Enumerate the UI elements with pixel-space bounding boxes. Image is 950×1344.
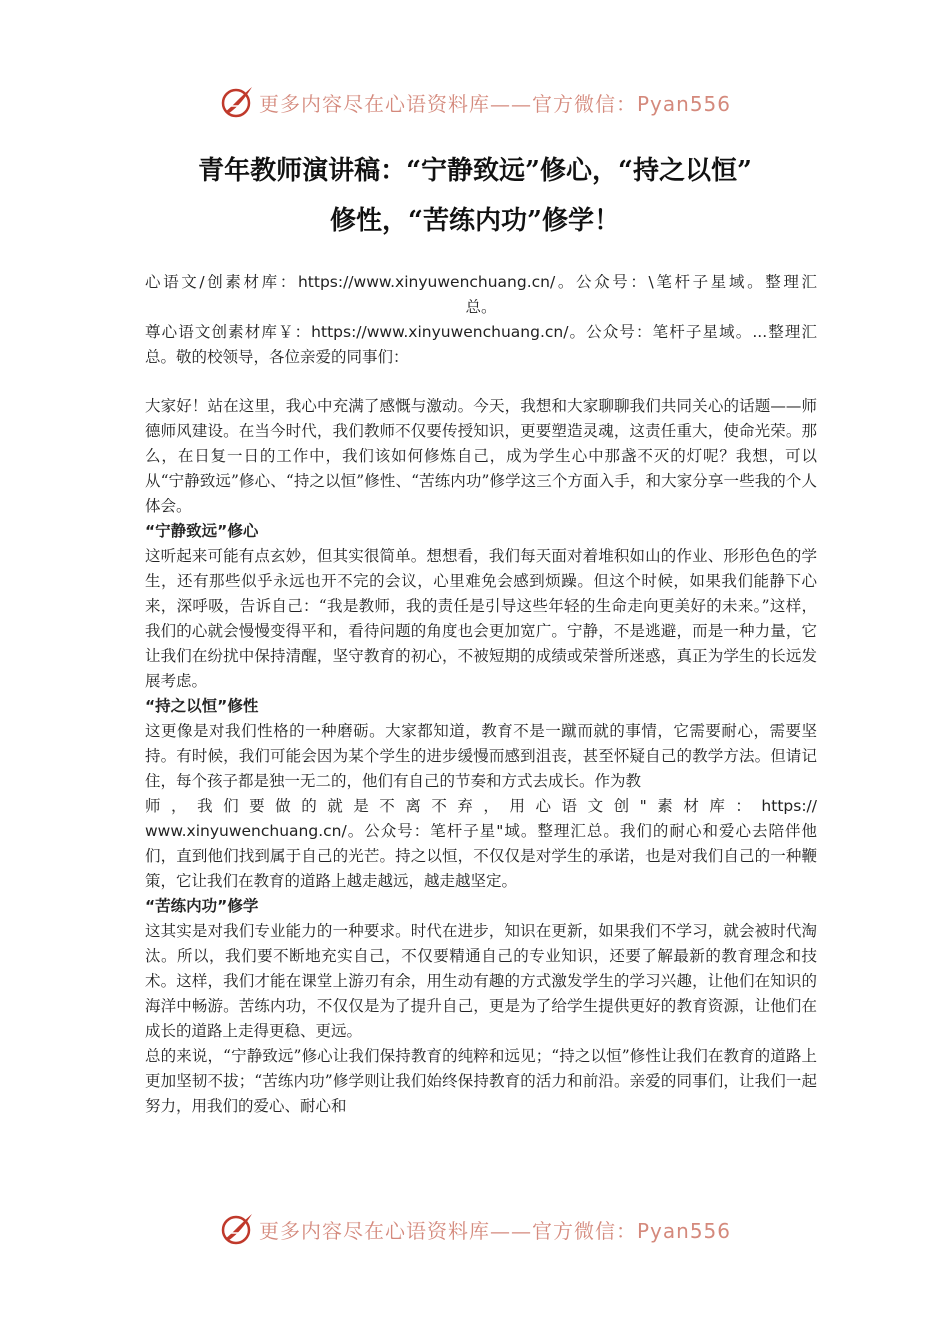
title-line-1: 青年教师演讲稿：“宁静致远”修心，“持之以恒”: [198, 156, 752, 186]
section-heading-2: “持之以恒”修性: [145, 697, 259, 715]
wechat-id: Pyan556: [636, 91, 731, 116]
header-banner: [0, 80, 950, 124]
title-line-2: 修性，“苦练内功”修学！: [330, 206, 620, 236]
quill-logo-icon: [219, 1211, 255, 1247]
conclusion-paragraph: 总的来说，“宁静致远”修心让我们保持教育的纯粹和远见；“持之以恒”修性让我们在教育的道路上更加坚韧不拔；“苦练内功”修学则让我们始终保持教育的活力和前沿。亲爱的同事们，让我们一起努力，用我们的爱心、耐心和: [145, 1047, 817, 1115]
quill-logo-icon: [219, 84, 255, 120]
section-heading-3: “苦练内功”修学: [145, 897, 259, 915]
meta-line-2: 尊心语文创素材库￥：https://www.xinyuwenchuang.cn/。公众号：笔杆子星域。...整理汇总。敬的校领导，各位亲爱的同事们：: [145, 323, 817, 366]
banner-text: 更多内容尽在心语资料库——官方微信：Pyan556: [258, 91, 731, 116]
meta-line-1: 心语文/创素材库：https://www.xinyuwenchuang.cn/。公众号：\笔杆子星域。整理汇: [145, 273, 817, 291]
banner-text: 更多内容尽在心语资料库——官方微信：Pyan556: [258, 1218, 731, 1243]
footer-banner: [0, 1207, 950, 1251]
section-body-2a: 这更像是对我们性格的一种磨砺。大家都知道，教育不是一蹴而就的事情，它需要耐心，需要坚持。有时候，我们可能会因为某个学生的进步缓慢而感到沮丧，甚至怀疑自己的教学方法。但请记住，每个孩子都是独一无二的，他们有自己的节奏和方式去成长。作为教: [145, 722, 817, 790]
section-body-1: 这听起来可能有点玄妙，但其实很简单。想想看，我们每天面对着堆积如山的作业、形形色色的学生，还有那些似乎永远也开不完的会议，心里难免会感到烦躁。但这个时候，如果我们能静下心来，深呼吸，告诉自己：“我是教师，我的责任是引导这些年轻的生命走向更美好的未来。”这样，我们的心就会慢慢变得平和，看待问题的角度也会更加宽广。宁静，不是逃避，而是一种力量，它让我们在纷扰中保持清醒，坚守教育的初心，不被短期的成绩或荣誉所迷惑，真正为学生的长远发展考虑。: [145, 547, 817, 690]
intro-paragraph: 大家好！站在这里，我心中充满了感慨与激动。今天，我想和大家聊聊我们共同关心的话题——师德师风建设。在当今时代，我们教师不仅要传授知识，更要塑造灵魂，这责任重大，使命光荣。那么，在日复一日的工作中，我们该如何修炼自己，成为学生心中那盏不灭的灯呢？我想，可以从“宁静致远”修心、“持之以恒”修性、“苦练内功”修学这三个方面入手，和大家分享一些我的个人体会。: [145, 397, 817, 515]
wechat-id: Pyan556: [636, 1218, 731, 1243]
meta-line-1-end: 总。: [465, 298, 497, 316]
page-title: [110, 146, 840, 246]
section-body-2b: 师，我们要做的就是不离不弃，用心语文创"素材库：https://: [145, 797, 817, 815]
section-body-3: 这其实是对我们专业能力的一种要求。时代在进步，知识在更新，如果我们不学习，就会被时代淘汰。所以，我们要不断地充实自己，不仅要精通自己的专业知识，还要了解最新的教育理念和技术。这样，我们才能在课堂上游刃有余，用生动有趣的方式激发学生的学习兴趣，让他们在知识的海洋中畅游。苦练内功，不仅仅是为了提升自己，更是为了给学生提供更好的教育资源，让他们在成长的道路上走得更稳、更远。: [145, 922, 817, 1040]
section-heading-1: “宁静致远”修心: [145, 522, 259, 540]
document-body: [145, 270, 817, 1119]
section-body-2c: www.xinyuwenchuang.cn/。公众号：笔杆子星"域。整理汇总。我们的耐心和爱心去陪伴他们，直到他们找到属于自己的光芒。持之以恒，不仅仅是对学生的承诺，也是对我们自己的一种鞭策，它让我们在教育的道路上越走越远，越走越坚定。: [145, 822, 817, 890]
